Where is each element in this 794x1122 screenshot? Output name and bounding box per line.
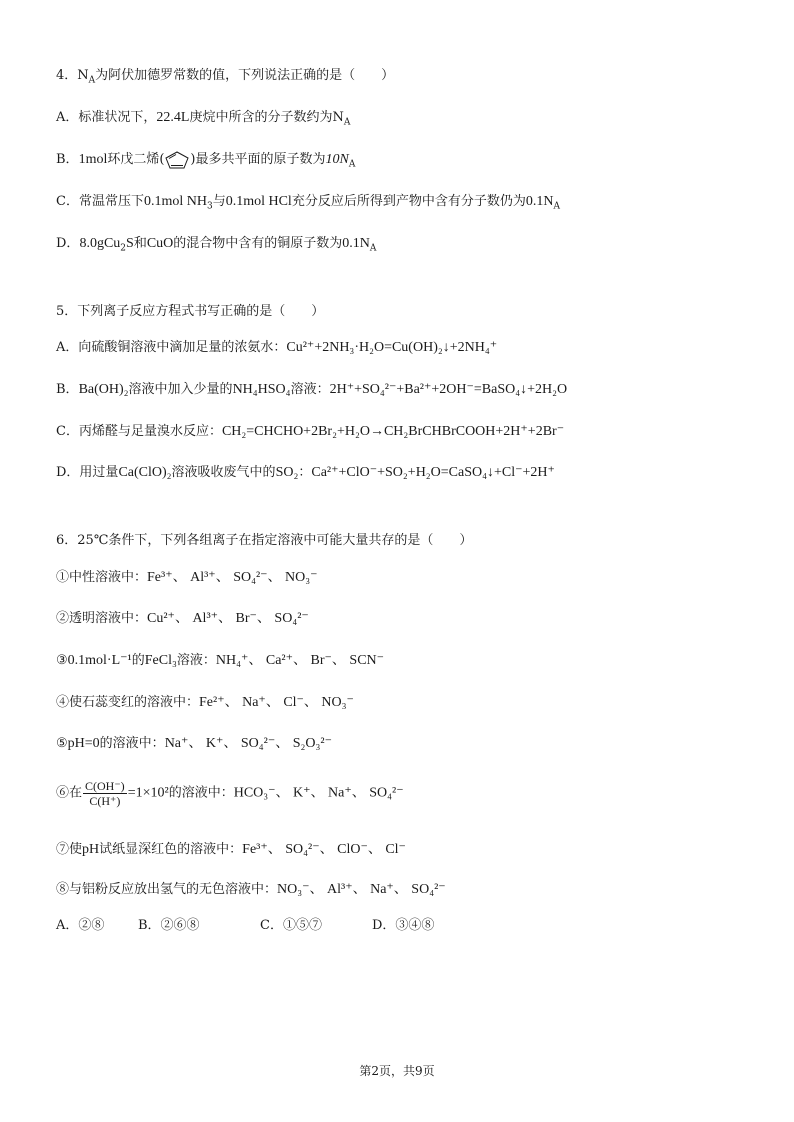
q5-d-mid1: 溶液吸收废气中的 — [171, 465, 276, 480]
q6-option-a: A．②⑧ — [56, 918, 105, 933]
q5-option-c — [56, 422, 564, 442]
q6-stem: 6．25℃条件下，下列各组离子在指定溶液中可能大量共存的是（ ） — [56, 533, 473, 548]
q6-i3-post: 溶液： — [176, 653, 216, 668]
q4-a-sub: A — [343, 117, 351, 128]
q6-i3-ions: NH₄⁺、 Ca²⁺、 Br⁻、 SCN⁻ — [215, 653, 385, 668]
q4-b-mid2: )最多共平面的原子数为 — [190, 152, 326, 167]
q4-stem-pre: 4．N — [56, 68, 89, 83]
q5-c-equation: CH₂=CHCHO+2Br₂+H₂O→CH₂BrCHBrCOOH+2H⁺+2Br⁻ — [221, 424, 565, 439]
q5-a-equation: Cu²⁺+2NH₃·H₂O=Cu(OH)₂↓+2NH₄⁺ — [286, 340, 498, 355]
q5-stem: 5．下列离子反应方程式书写正确的是（ ） — [56, 304, 325, 319]
q4-a-pre: A．标准状况下， — [56, 110, 157, 125]
q6-i2-ions: Cu²⁺、 Al³⁺、 Br⁻、 SO₄²⁻ — [147, 611, 309, 626]
q5-d-formula2: SO₂ — [275, 465, 299, 480]
q6-item-8 — [56, 880, 446, 900]
q4-b-mid1: 环戊二烯( — [107, 152, 165, 167]
q6-option-c: C．①⑤⑦ — [260, 918, 322, 933]
q6-i6-mid: 的溶液中： — [168, 785, 234, 801]
q5-b-formula2: NH₄HSO₄ — [232, 382, 291, 397]
q6-i4-ions: Fe²⁺、 Na⁺、 Cl⁻、 NO₃⁻ — [199, 695, 354, 710]
q4-c-sub: A — [553, 201, 560, 212]
q4-option-c — [56, 192, 560, 212]
q6-i7-pre: ⑦使 — [56, 842, 83, 857]
q6-item-7 — [56, 840, 406, 860]
q4-d-mid2: 的混合物中含有的铜原子数为 — [173, 236, 343, 251]
q5-option-b — [56, 380, 567, 400]
q6-i6-denominator: C(H⁺) — [89, 794, 121, 808]
q4-c-pre: C．常温常压下 — [56, 194, 144, 209]
q6-item-2 — [56, 609, 309, 629]
q6-i4-pre: ④使石蕊变红的溶液中： — [56, 695, 200, 710]
q5-d-formula1: Ca(ClO)₂ — [118, 465, 172, 480]
q6-i3-mid: 的 — [131, 653, 145, 668]
q6-i7-ions: Fe³⁺、 SO₄²⁻、 ClO⁻、 Cl⁻ — [242, 842, 406, 857]
q5-b-mid1: 溶液中加入少量的 — [128, 382, 233, 397]
cyclopentadiene-structure-icon — [164, 151, 190, 169]
q6-i5-ions: Na⁺、 K⁺、 SO₄²⁻、 S₂O₃²⁻ — [164, 736, 333, 751]
q6-i5-formula: pH=0 — [67, 736, 100, 751]
q6-item-5 — [56, 734, 332, 754]
q4-a-mid: 庚烷中所含的分子数约为N — [189, 110, 344, 125]
q6-i8-ions: NO₃⁻、 Al³⁺、 Na⁺、 SO₄²⁻ — [277, 882, 446, 897]
q6-option-b: B．②⑥⑧ — [138, 918, 200, 933]
q4-c-formula1: 0.1mol NH — [143, 194, 207, 209]
q4-b-formula1: 1mol — [78, 152, 108, 167]
q5-b-formula1: Ba(OH)₂ — [78, 382, 129, 397]
q4-stem — [56, 66, 394, 86]
q4-b-pre: B． — [56, 152, 79, 167]
page-footer: 第2页，共9页 — [359, 1064, 435, 1078]
q4-c-mid1: 与 — [212, 194, 226, 209]
q6-i1-pre: ①中性溶液中： — [56, 570, 148, 585]
q5-c-pre: C．丙烯醛与足量溴水反应： — [56, 424, 222, 439]
q4-a-formula: 22.4L — [156, 110, 190, 125]
q5-a-pre: A．向硫酸铜溶液中滴加足量的浓氨水： — [56, 340, 287, 355]
q6-item-4 — [56, 693, 354, 713]
q5-b-mid2: 溶液： — [290, 382, 330, 397]
q6-i6-pre: ⑥在 — [56, 785, 83, 801]
q6-i8-pre: ⑧与铝粉反应放出氢气的无色溶液中： — [56, 882, 278, 897]
q4-d-mid1: 和 — [133, 236, 147, 251]
q6-i1-ions: Fe³⁺、 Al³⁺、 SO₄²⁻、 NO₃⁻ — [147, 570, 318, 585]
q4-d-formula2: CuO — [146, 236, 174, 251]
q4-c-mid2: 充分反应后所得到产物中含有分子数仍为 — [291, 194, 526, 209]
q4-d-sub: A — [369, 243, 377, 254]
q6-i7-formula: pH — [82, 842, 100, 857]
q5-option-a — [56, 338, 497, 358]
q4-c-formula1-sub: 3 — [206, 201, 213, 212]
q6-i3-formula1: 0.1mol·L⁻¹ — [67, 653, 132, 668]
q4-option-d — [56, 234, 376, 254]
q6-i2-pre: ②透明溶液中： — [56, 611, 148, 626]
q4-c-formula2: 0.1mol HCl — [225, 194, 292, 209]
q4-stem-post: 为阿伏加德罗常数的值，下列说法正确的是（ ） — [95, 68, 395, 83]
q4-option-b — [56, 150, 355, 170]
q4-b-formula2: 10N — [325, 152, 349, 167]
q6-i6-equation: =1×10² — [127, 785, 169, 801]
q5-b-pre: B． — [56, 382, 79, 397]
q4-b-sub: A — [348, 159, 356, 170]
q5-d-pre: D．用过量 — [56, 465, 119, 480]
q6-i6-fraction — [83, 779, 127, 808]
q4-d-formula3: 0.1N — [342, 236, 370, 251]
q4-option-a — [56, 108, 350, 128]
q6-option-d: D．③④⑧ — [372, 918, 435, 933]
q5-d-mid2: ： — [298, 465, 312, 480]
q4-d-formula1-sub: 2 — [120, 243, 127, 254]
q6-item-6 — [56, 779, 404, 808]
q6-item-1 — [56, 568, 318, 588]
q5-d-equation: Ca²⁺+ClO⁻+SO₂+H₂O=CaSO₄↓+Cl⁻+2H⁺ — [311, 465, 555, 480]
q6-i3-formula2: FeCl₃ — [144, 653, 177, 668]
q5-b-equation: 2H⁺+SO₄²⁻+Ba²⁺+2OH⁻=BaSO₄↓+2H₂O — [329, 382, 568, 397]
q4-c-formula3: 0.1N — [525, 194, 554, 209]
q5-option-d — [56, 463, 555, 483]
q4-d-pre: D． — [56, 236, 80, 251]
q6-item-3 — [56, 651, 384, 671]
q6-i6-numerator: C(OH⁻) — [85, 779, 125, 793]
q4-d-formula1b: S — [126, 236, 134, 251]
q6-i7-mid: 试纸显深红色的溶液中： — [99, 842, 243, 857]
q6-i3-pre: ③ — [56, 653, 68, 668]
q4-stem-sub: A — [88, 75, 96, 86]
q4-d-formula1: 8.0gCu — [79, 236, 121, 251]
q6-i6-ions: HCO₃⁻、 K⁺、 Na⁺、 SO₄²⁻ — [233, 785, 404, 801]
q6-i5-mid: 的溶液中： — [99, 736, 165, 751]
q6-i5-pre: ⑤ — [56, 736, 68, 751]
